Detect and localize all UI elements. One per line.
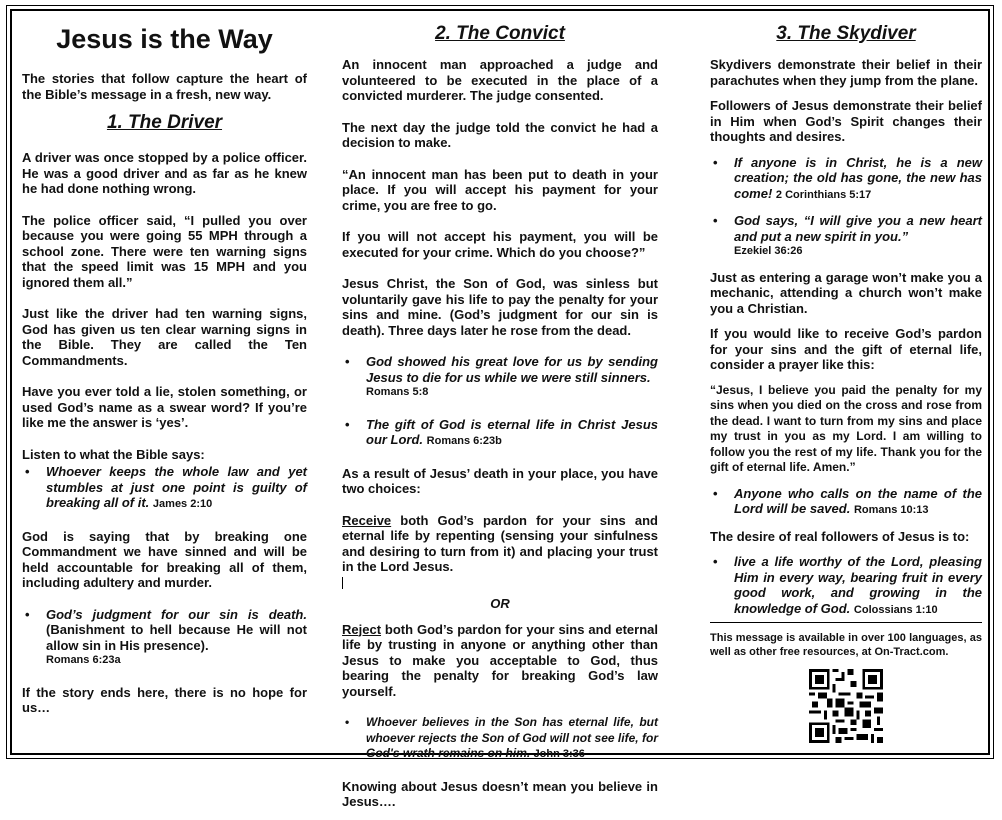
paragraph: The police officer said, “I pulled you over because you were going 55 MPH through a school zone. There were ten warning signs that the speed limit was 15 MPH and you ignored them all.” <box>22 212 307 290</box>
paragraph: Knowing about Jesus doesn’t mean you believe in Jesus…. <box>342 778 658 809</box>
footer-note: This message is available in over 100 languages, as well as other free resources, at On-Tract.com. <box>710 632 982 658</box>
scripture-text: live a life worthy of the Lord, pleasing Him in every way, bearing fruit in every good work, and growing in the knowledge of God. <box>734 554 982 616</box>
bullet-dot: • <box>25 464 30 479</box>
scripture-ref: Romans 5:8 <box>366 386 429 398</box>
paragraph: If you would like to receive God’s pardon for your sins and the gift of eternal life, consider a prayer like this: <box>710 326 982 372</box>
scripture-bullet <box>710 155 982 204</box>
page-border <box>10 9 990 809</box>
scripture-bullet <box>342 715 658 763</box>
reject-word: Reject <box>342 621 382 637</box>
paragraph: If you will not accept his payment, you will be executed for your crime. Which do you choose?” <box>342 229 658 260</box>
bullet-dot: • <box>713 213 718 228</box>
paragraph: Skydivers demonstrate their belief in their parachutes when they jump from the plane. <box>710 57 982 88</box>
receive-word: Receive <box>342 512 392 528</box>
paragraph: “An innocent man has been put to death in your place. If you will accept his payment for your crime, you are free to go. <box>342 166 658 213</box>
scripture-bullet <box>342 354 658 401</box>
heading-skydiver: 3. The Skydiver <box>776 23 916 44</box>
paragraph: Followers of Jesus demonstrate their belief in Him when God’s Spirit changes their thoughts and desires. <box>710 98 982 144</box>
reject-text: both God’s pardon for your sins and eternal life by trusting in anyone or anything other than Jesus to make you acceptable to God, thus bearing the penalty for breaking God’s law yourself. <box>342 621 658 699</box>
scripture-text: If anyone is in Christ, he is a new creation; the old has gone, the new has come! <box>734 154 982 201</box>
scripture-text: Anyone who calls on the name of the Lord will be saved. <box>734 485 982 516</box>
bullet-dot: • <box>713 485 718 501</box>
scripture-text: God says, “I will give you a new heart and put a new spirit in you.” <box>734 213 982 244</box>
paragraph: The next day the judge told the convict he had a decision to make. <box>342 119 658 150</box>
paragraph: Just as entering a garage won’t make you a mechanic, attending a church won’t make you a Christian. <box>710 269 982 316</box>
bullet-dot: • <box>345 416 350 432</box>
scripture-ref: Colossians 1:10 <box>853 603 938 616</box>
paragraph: A driver was once stopped by a police officer. He was a good driver and as far as he knew he had done nothing wrong. <box>22 150 307 196</box>
scripture-ref: 2 Corinthians 5:17 <box>775 188 872 201</box>
scripture-text: The gift of God is eternal life in Christ Jesus our Lord. <box>366 416 658 447</box>
scripture-ref: Ezekiel 36:26 <box>734 245 803 257</box>
paragraph: Listen to what the Bible says: <box>22 446 205 462</box>
qr-code-icon <box>809 669 883 743</box>
receive-paragraph <box>342 513 658 575</box>
scripture-text: God’s judgment for our sin is death. <box>46 606 307 622</box>
scripture-text: Whoever keeps the whole law and yet stumbles at just one point is guilty of breaking all of it. <box>46 464 307 510</box>
scripture-ref: Romans 6:23a <box>46 654 121 666</box>
heading-convict: 2. The Convict <box>435 23 565 44</box>
column-convict <box>342 23 658 820</box>
paragraph: The desire of real followers of Jesus is to: <box>710 528 970 544</box>
bullet-dot: • <box>25 606 30 622</box>
scripture-bullet <box>22 464 307 513</box>
intro-text: The stories that follow capture the heart of the Bible’s message in a fresh, new way. <box>22 71 307 102</box>
column-skydiver <box>710 23 982 747</box>
divider <box>710 622 982 623</box>
scripture-ref: John 3:36 <box>533 748 585 760</box>
scripture-ref: Romans 10:13 <box>853 504 929 516</box>
scripture-bullet <box>22 607 307 669</box>
scripture-text: God showed his great love for us by sending Jesus to die for us while we were still sinners. <box>366 354 658 385</box>
paragraph: An innocent man approached a judge and volunteered to be executed in the place of a convicted murderer. The judge consented. <box>342 57 658 103</box>
tract-page <box>6 5 994 809</box>
scripture-bullet <box>710 554 982 618</box>
paragraph: As a result of Jesus’ death in your place, you have two choices: <box>342 465 658 496</box>
page-title: Jesus is the Way <box>56 24 273 54</box>
prayer-text: “Jesus, I believe you paid the penalty for my sins when you died on the cross and rose from the dead. I want to turn from my sins and place my trust in you as my Lord. I am willing to follow you the rest of my life. Thank you for the gift of eternal life. Amen.” <box>710 382 982 474</box>
bullet-dot: • <box>713 154 718 170</box>
scripture-ref: James 2:10 <box>152 498 213 510</box>
scripture-text: Whoever believes in the Son has eternal life, but whoever rejects the Son of God will not see life, for God's wrath remains on him. <box>366 715 658 760</box>
scripture-bullet <box>342 417 658 450</box>
qr-code-container <box>710 669 982 747</box>
scripture-bullet <box>710 486 982 519</box>
or-separator: OR <box>490 596 510 611</box>
bullet-dot: • <box>345 354 350 369</box>
column-driver <box>22 23 307 726</box>
receive-text: both God’s pardon for your sins and eternal life by repenting (sensing your sinfulness and desiring to turn from it) and placing your trust in the Lord Jesus. <box>342 512 658 574</box>
text-cursor <box>342 577 343 589</box>
paragraph: Jesus Christ, the Son of God, was sinless but voluntarily gave his life to pay the penalty for your sins and mine. (God’s judgment for our sin is death). Three days later he rose from the dead. <box>342 276 658 338</box>
paragraph: Just like the driver had ten warning signs, God has given us ten clear warning signs in the Bible. They are called the Ten Commandments. <box>22 306 307 368</box>
bullet-dot: • <box>713 554 718 569</box>
paragraph: Have you ever told a lie, stolen something, or used God’s name as a swear word? If you’re like me the answer is ‘yes’. <box>22 384 307 430</box>
paragraph: If the story ends here, there is no hope for us… <box>22 684 307 715</box>
scripture-note: (Banishment to hell because He will not allow sin in His presence). <box>46 622 307 653</box>
bullet-dot: • <box>345 715 350 729</box>
paragraph: God is saying that by breaking one Commandment we have sinned and will be held accountable for breaking all of them, including adultery and murder. <box>22 528 307 590</box>
scripture-bullet <box>710 213 982 260</box>
scripture-ref: Romans 6:23b <box>426 435 502 447</box>
heading-driver: 1. The Driver <box>106 112 223 133</box>
reject-paragraph <box>342 622 658 700</box>
